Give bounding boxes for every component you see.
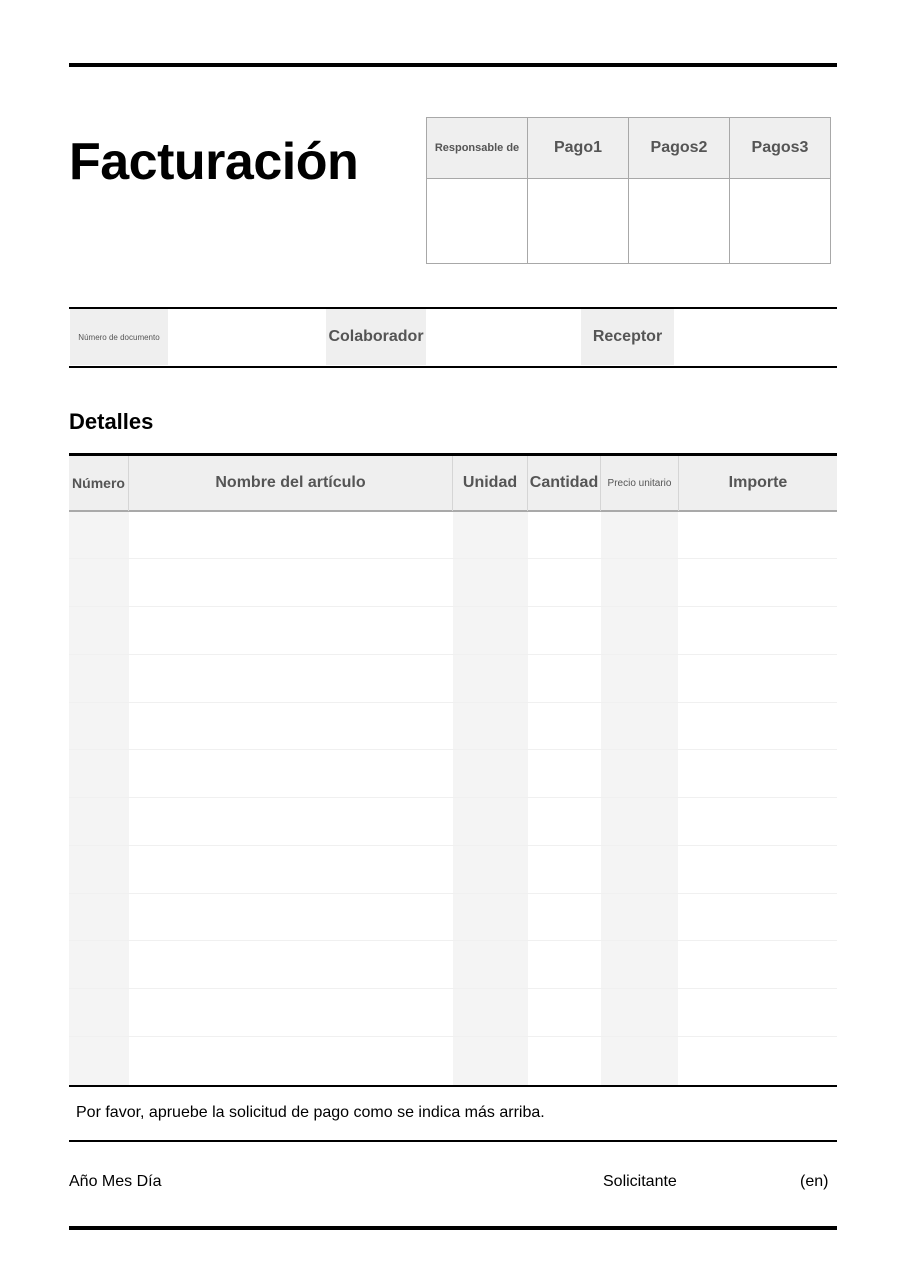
- details-section-title: Detalles: [69, 409, 154, 434]
- table-row[interactable]: [69, 798, 837, 846]
- approval-table: [426, 117, 831, 264]
- column-header-number: Número: [69, 456, 129, 511]
- table-row[interactable]: [69, 894, 837, 942]
- table-row[interactable]: [69, 559, 837, 607]
- note-divider: [69, 1140, 837, 1142]
- approval-header-pagos3: Pagos3: [730, 118, 831, 179]
- approval-header-row: [427, 118, 831, 179]
- details-table: [69, 453, 837, 1087]
- table-row[interactable]: [69, 941, 837, 989]
- column-header-unit: Unidad: [453, 456, 528, 511]
- table-row[interactable]: [69, 655, 837, 703]
- approval-stamp-row: [427, 179, 831, 264]
- column-header-unit-price: Precio unitario: [601, 456, 679, 511]
- details-body: [69, 512, 837, 1085]
- column-header-item-name: Nombre del artículo: [129, 456, 453, 511]
- document-title: Facturación: [69, 133, 359, 191]
- bottom-rule: [69, 1226, 837, 1230]
- approval-note: Por favor, apruebe la solicitud de pago como se indica más arriba.: [76, 1104, 545, 1121]
- approval-header-pago1: Pago1: [528, 118, 629, 179]
- details-bottom-rule: [69, 1085, 837, 1088]
- seal-label: (en): [800, 1173, 829, 1190]
- table-row[interactable]: [69, 989, 837, 1037]
- approval-stamp-pago1[interactable]: [528, 179, 629, 264]
- applicant-label: Solicitante: [603, 1173, 677, 1190]
- table-row[interactable]: [69, 750, 837, 798]
- approval-header-pagos2: Pagos2: [629, 118, 730, 179]
- approval-stamp-pagos2[interactable]: [629, 179, 730, 264]
- receiver-field[interactable]: [675, 309, 837, 365]
- top-rule: [69, 63, 837, 67]
- approval-header-responsible: Responsable de: [427, 118, 528, 179]
- receiver-label: Receptor: [581, 309, 674, 365]
- document-number-label: Número de documento: [70, 309, 168, 365]
- table-row[interactable]: [69, 512, 837, 560]
- table-row[interactable]: [69, 703, 837, 751]
- collaborator-label: Colaborador: [326, 309, 426, 365]
- details-header-row: [69, 456, 837, 512]
- document-number-field[interactable]: [169, 309, 325, 365]
- approval-stamp-responsible[interactable]: [427, 179, 528, 264]
- table-row[interactable]: [69, 607, 837, 655]
- approval-stamp-pagos3[interactable]: [730, 179, 831, 264]
- column-header-quantity: Cantidad: [528, 456, 601, 511]
- table-row[interactable]: [69, 1037, 837, 1085]
- table-row[interactable]: [69, 846, 837, 894]
- column-header-amount: Importe: [728, 474, 788, 491]
- info-strip: [69, 307, 837, 368]
- collaborator-field[interactable]: [427, 309, 580, 365]
- date-label: Año Mes Día: [69, 1173, 162, 1190]
